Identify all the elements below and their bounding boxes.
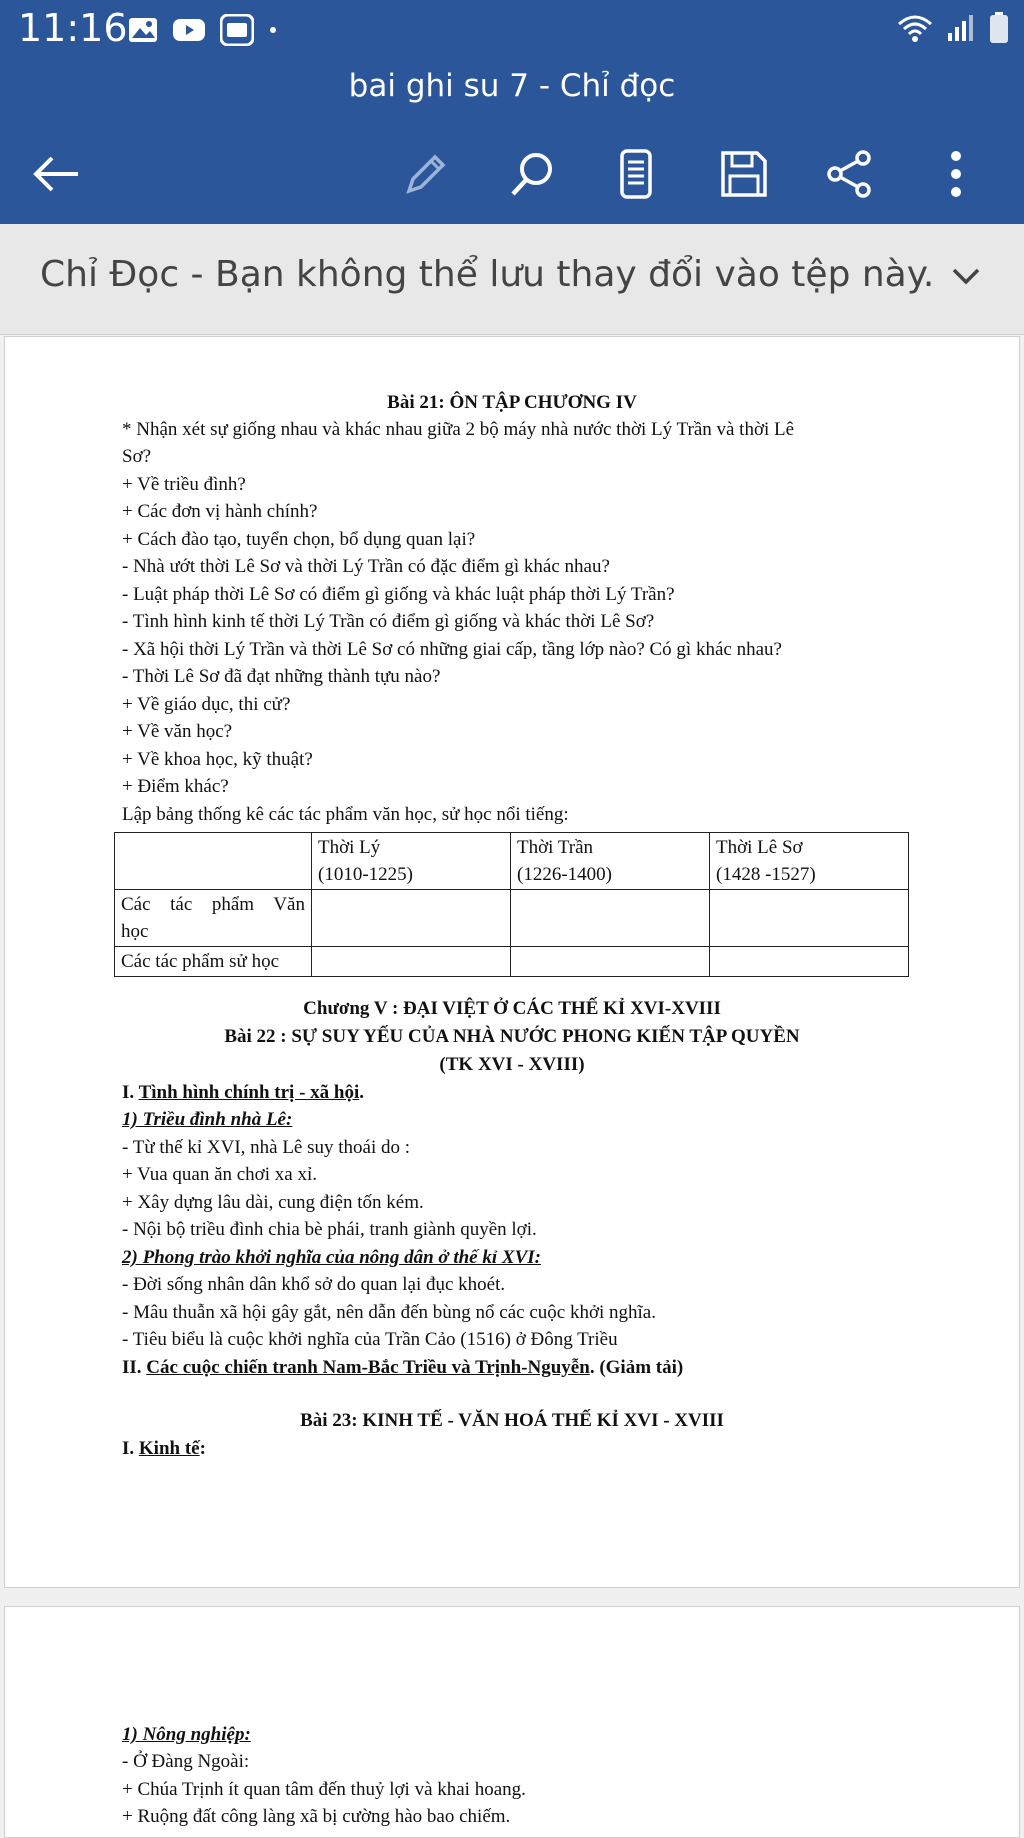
text-line: - Tình hình kinh tế thời Lý Trần có điểm gì giống và khác thời Lê Sơ? — [122, 611, 655, 632]
dot-icon — [268, 25, 278, 35]
table-cell — [312, 890, 511, 947]
header-era: Thời Lê Sơ — [716, 837, 803, 858]
table-row — [115, 947, 909, 977]
row-label-cell — [115, 890, 312, 947]
share-icon — [825, 149, 875, 199]
section-punct: . — [359, 1082, 365, 1103]
notification-icons — [128, 14, 278, 46]
status-bar — [0, 0, 1024, 60]
text-line: - Nhà ướt thời Lê Sơ và thời Lý Trần có đặc điểm gì khác nhau? — [122, 556, 610, 577]
edit-button[interactable] — [394, 142, 458, 206]
back-button[interactable] — [24, 142, 88, 206]
gallery-icon — [128, 16, 158, 44]
section-punct: : — [199, 1438, 206, 1459]
pencil-icon — [401, 149, 451, 199]
search-icon — [507, 149, 557, 199]
text-line: + Về khoa học, kỹ thuật? — [122, 749, 313, 770]
more-vertical-icon — [948, 149, 964, 199]
table-header-cell — [312, 833, 511, 890]
text-line: + Xây dựng lâu dài, cung điện tốn kém. — [122, 1192, 424, 1213]
text-line: - Xã hội thời Lý Trần và thời Lê Sơ có những giai cấp, tầng lớp nào? Có gì khác nhau? — [122, 639, 782, 660]
text-line: - Thời Lê Sơ đã đạt những thành tựu nào? — [122, 666, 441, 687]
table-header-cell — [710, 833, 909, 890]
document-title: bai ghi su 7 - Chỉ đọc — [0, 60, 1024, 120]
section-title: Tình hình chính trị - xã hội — [138, 1082, 360, 1103]
table-cell — [710, 947, 909, 977]
text-line: - Luật pháp thời Lê Sơ có điểm gì giống và khác luật pháp thời Lý Trần? — [122, 584, 675, 605]
text-line: Lập bảng thống kê các tác phẩm văn học, sử học nổi tiếng: — [122, 804, 569, 825]
subsection-heading: 2) Phong trào khởi nghĩa của nông dân ở thế kỉ XVI: — [122, 1247, 541, 1268]
more-options-button[interactable] — [924, 142, 988, 206]
read-only-banner — [0, 224, 1024, 335]
section-number: I. — [122, 1082, 139, 1103]
section-title: Các cuộc chiến tranh Nam-Bắc Triều và Trịnh-Nguyễn — [146, 1357, 590, 1378]
works-table — [114, 832, 909, 977]
lesson-22-title: Bài 22 : SỰ SUY YẾU CỦA NHÀ NƯỚC PHONG KIẾN TẬP QUYỀN — [224, 1026, 800, 1047]
mobile-view-icon — [616, 148, 656, 200]
text-line: + Chúa Trịnh ít quan tâm đến thuỷ lợi và khai hoang. — [122, 1779, 526, 1800]
arrow-left-icon — [30, 154, 82, 194]
document-page-2 — [4, 1606, 1020, 1838]
text-line: + Về triều đình? — [122, 474, 246, 495]
text-line: Sơ? — [122, 446, 152, 467]
table-cell — [511, 890, 710, 947]
text-line: + Về văn học? — [122, 721, 233, 742]
signal-icon — [946, 13, 976, 43]
text-line: + Về giáo dục, thi cử? — [122, 694, 291, 715]
header-era: Thời Trần — [517, 837, 594, 858]
search-button[interactable] — [500, 142, 564, 206]
header-years: (1226-1400) — [517, 864, 612, 885]
chapter-5-title: Chương V : ĐẠI VIỆT Ở CÁC THẾ KỈ XVI-XVIII — [303, 998, 721, 1019]
save-button[interactable] — [712, 142, 776, 206]
subsection-heading: 1) Nông nghiệp: — [122, 1724, 251, 1745]
app-toolbar — [0, 120, 1024, 224]
header-years: (1428 -1527) — [716, 864, 816, 885]
section-number: II. — [122, 1357, 147, 1378]
row-label-cell — [115, 947, 312, 977]
read-only-message: Chỉ Đọc - Bạn không thể lưu thay đổi vào tệp này. — [40, 254, 935, 295]
section-heading — [122, 1438, 206, 1460]
save-icon — [719, 149, 769, 199]
text-line: * Nhận xét sự giống nhau và khác nhau giữa 2 bộ máy nhà nước thời Lý Trần và thời Lê — [122, 419, 795, 440]
youtube-icon — [172, 17, 206, 43]
text-line: + Cách đào tạo, tuyển chọn, bổ dụng quan lại? — [122, 529, 476, 550]
mobile-view-button[interactable] — [604, 142, 668, 206]
table-header-cell — [511, 833, 710, 890]
lesson-23-title: Bài 23: KINH TẾ - VĂN HOÁ THẾ KỈ XVI - XVIII — [300, 1410, 724, 1431]
row-label: Các tác phẩm Văn — [121, 894, 305, 915]
section-note: . (Giảm tải) — [589, 1357, 684, 1378]
table-cell — [115, 833, 312, 890]
row-label: Các tác phẩm sử học — [121, 951, 280, 972]
text-line: + Các đơn vị hành chính? — [122, 501, 318, 522]
header-era: Thời Lý — [318, 837, 381, 858]
table-row — [115, 833, 909, 890]
chevron-down-icon — [950, 260, 982, 292]
table-row — [115, 890, 909, 947]
row-label: học — [121, 921, 149, 942]
section-heading — [122, 1357, 683, 1379]
table-cell — [710, 890, 909, 947]
lesson-22-subtitle: (TK XVI - XVIII) — [439, 1054, 585, 1075]
section-heading — [122, 1082, 364, 1104]
text-line: - Đời sống nhân dân khổ sở do quan lại đục khoét. — [122, 1274, 506, 1295]
text-line: - Mâu thuẫn xã hội gây gắt, nên dẫn đến bùng nổ các cuộc khởi nghĩa. — [122, 1302, 656, 1323]
section-number: I. — [122, 1438, 139, 1459]
text-line: - Từ thế kỉ XVI, nhà Lê suy thoái do : — [122, 1137, 411, 1158]
wifi-icon — [896, 13, 934, 43]
zalopay-icon — [220, 14, 254, 46]
banner-expand-button[interactable] — [950, 260, 982, 297]
text-line: - Ở Đàng Ngoài: — [122, 1751, 250, 1772]
text-line: - Tiêu biểu là cuộc khởi nghĩa của Trần Cảo (1516) ở Đông Triều — [122, 1329, 618, 1350]
text-line: + Điểm khác? — [122, 776, 229, 797]
table-cell — [312, 947, 511, 977]
status-time: 11:16 — [18, 6, 128, 50]
subsection-heading: 1) Triều đình nhà Lê: — [122, 1109, 293, 1130]
lesson-21-title: Bài 21: ÔN TẬP CHƯƠNG IV — [387, 392, 637, 413]
battery-icon — [988, 12, 1010, 44]
header-years: (1010-1225) — [318, 864, 413, 885]
text-line: + Ruộng đất công làng xã bị cường hào bao chiếm. — [122, 1806, 511, 1827]
section-title: Kinh tế — [138, 1438, 200, 1459]
share-button[interactable] — [818, 142, 882, 206]
table-cell — [511, 947, 710, 977]
text-line: - Nội bộ triều đình chia bè phái, tranh giành quyền lợi. — [122, 1219, 537, 1240]
system-icons — [896, 12, 1010, 44]
text-line: + Vua quan ăn chơi xa xỉ. — [122, 1164, 317, 1185]
